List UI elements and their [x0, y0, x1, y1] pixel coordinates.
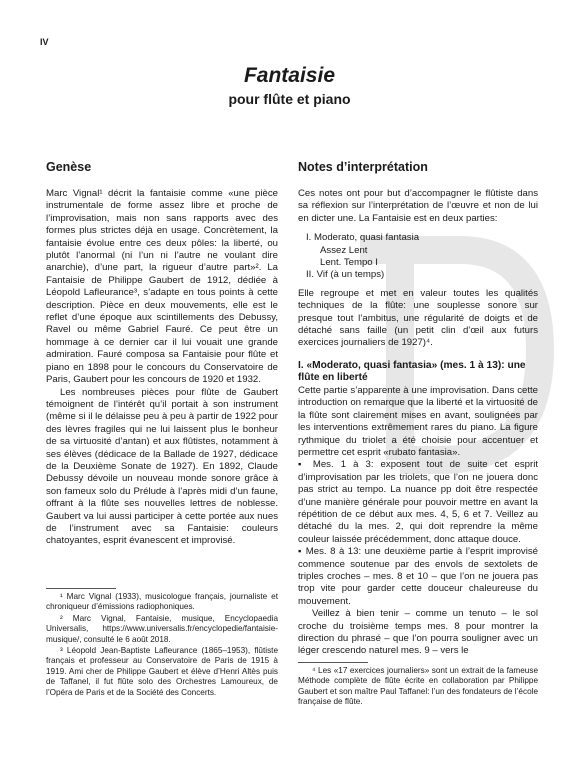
genese-heading: Genèse — [46, 160, 92, 174]
footnote-3: ³ Léopold Jean-Baptiste Lafleurance (1865–1953), flûtiste français et professeur au Conservatoire de Paris de 1915 à 1919. Ami cher de Philippe Gaubert et élève d’Henri Altès puis de Taffanel, il fut flûte solo des Orchestres Lamoureux, de l’Opéra de Paris et de la Société des Concerts. — [46, 646, 278, 697]
section-paragraph: ▪ Mes. 1 à 3: exposent tout de suite cet esprit d’improvisation par les triolets, que l’on ne jouera donc pas strict au tempo. La nuance pp doit être respectée d’une manière générale pour pouvoir mettre en avant la répétition de ce début aux mes. 4, 5, 6 et 7. Veillez au détaché du la mes. 2, qui doit reprendre la même couleur laissée précédemment, donc attaque douce. — [298, 459, 538, 545]
list-item: II. Vif (à un temps) — [306, 269, 385, 281]
footnote-2: ² Marc Vignal, Fantaisie, musique, Encyclopaedia Universalis, https://www.universalis.fr/encyclopedie/fantaisie-musique/, consulté le 6 août 2018. — [46, 613, 278, 644]
list-item: Lent. Tempo I — [320, 257, 378, 269]
section-heading: I. «Moderato, quasi fantasia» (mes. 1 à 13): une flûte en liberté — [298, 359, 526, 384]
section-paragraph: Veillez à bien tenir – comme un tenuto – le sol croche du troisième temps mes. 8 pour montrer la direction du phrasé – que l’on pourra souligner avec un léger crescendo naturel mes. 9 – vers le — [298, 608, 538, 657]
page-title: Fantaisie — [243, 64, 336, 87]
list-item: Assez Lent — [320, 244, 368, 256]
page-number: IV — [40, 37, 49, 47]
genese-column — [46, 160, 278, 548]
section-paragraph: ▪ Mes. 8 à 13: une deuxième partie à l’esprit improvisé commence soutenue par des envols de sextolets de triples croches – mes. 8 et 10 – que l’on ne jouera pas trop vite pour garder cette douceur chaleureuse du mouvement. — [298, 546, 538, 607]
list-item: I. Moderato, quasi fantasia — [306, 232, 420, 244]
interpretation-column — [298, 160, 538, 658]
footnote-4: ⁴ Les «17 exercices journaliers» sont un extrait de la fameuse Méthode complète de flûte écrite en collaboration par Philippe Gaubert et son maître Paul Taffanel: l’un des fondateurs de l’école française de flûte. — [298, 666, 538, 707]
interpretation-paragraph: Elle regroupe et met en valeur toutes les qualités techniques de la flûte: une souplesse sonore sur presque tout l’ambitus, une régularité de doigts et de détaché sans faille (un petit clin d’œil aux futurs exercices journaliers de 1927)⁴. — [298, 287, 538, 349]
page-subtitle: pour flûte et piano — [228, 91, 351, 107]
genese-paragraph: Les nombreuses pièces pour flûte de Gaubert témoignent de l’intérêt qu’il portait à son instrument (même si il le délaisse peu à peu à partir de 1922 pour des lèvres fragiles qui ne lui laissent plus le bonheur de sa virtuosité d’antan) et aux flûtistes, notamment à ses élèves (dédicace de la Ballade de 1927, dédicace de la Deuxième Sonate de 1927). En 1892, Claude Debussy dévoile un nouveau monde sonore grâce à son fameux solo du Prélude à l’après midi d’un faune, offrant à la flûte ses nouvelles lettres de noblesse. Gaubert va lui aussi participer à cette portée aux nues de l’instrument avec sa Fantaisie: couleurs chatoyantes, esprit évanescent et improvisé. — [46, 386, 278, 547]
movement-list — [298, 232, 538, 282]
interpretation-heading: Notes d’interprétation — [298, 160, 428, 174]
left-footnotes — [46, 592, 278, 699]
right-footnotes — [298, 666, 538, 709]
footnote-1: ¹ Marc Vignal (1933), musicologue français, journaliste et chroniqueur d’émissions radiophoniques. — [46, 592, 278, 612]
section-paragraph: Cette partie s’apparente à une improvisation. Dans cette introduction on remarque que la liberté et la virtuosité de la flûte sont clairement mises en avant, soulignées par les interventions extrêmement rares du piano. La figure rythmique du triolet a été choisie pour accentuer et permettre cet esprit «rubato fantasia». — [298, 384, 538, 458]
interpretation-intro: Ces notes ont pour but d’accompagner le flûtiste dans sa réflexion sur l’interprétation de l’œuvre et non de lui en dicter une. La Fantaisie est en deux parties: — [298, 188, 538, 224]
genese-paragraph: Marc Vignal¹ décrit la fantaisie comme «une pièce instrumentale de forme assez libre et proche de l’improvisation, mais non sans rapports avec des formes plus strictes déjà en usage. Concrètement, la fantaisie évolue entre ces deux pôles: la liberté, ou plutôt l’anormal (ni l’un ni l’autre ne voulant dire anarchie), d’une part, la rigueur d’autre part»². La Fantaisie de Philippe Gaubert de 1912, dédiée à Léopold Lafleurance³, s’adapte en tous points à cette description. Pièce en deux mouvements, elle est le reflet d’une époque aux scintillements des Debussy, Ravel ou même Gabriel Fauré. Ce peut être un hommage à ce dernier car il lui vouait une grande admiration. Fauré composa sa Fantaisie pour flûte et piano en 1898 pour le concours du Conservatoire de Paris, Gaubert pour les concours de 1920 et 1932. — [46, 188, 278, 386]
footnote-divider — [46, 588, 116, 589]
footnote-divider — [298, 662, 368, 663]
